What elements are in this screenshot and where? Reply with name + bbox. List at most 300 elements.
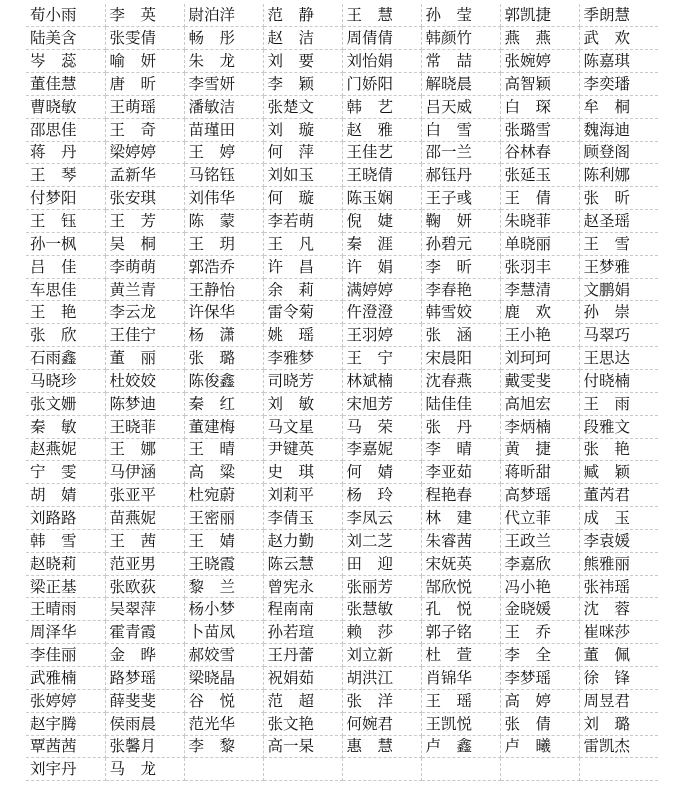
name-cell: 张婉婷 xyxy=(500,50,579,73)
name-cell: 冯小艳 xyxy=(500,575,579,598)
name-cell: 程艳春 xyxy=(421,484,500,507)
name-cell: 何婉君 xyxy=(342,712,421,735)
name-cell: 霍青霞 xyxy=(105,621,184,644)
name-cell: 王子彧 xyxy=(421,187,500,210)
name-cell: 张 璐 xyxy=(184,347,263,370)
table-row xyxy=(26,735,658,758)
name-cell: 张雯倩 xyxy=(105,27,184,50)
table-row xyxy=(26,141,658,164)
name-cell: 秦 红 xyxy=(184,392,263,415)
name-cell: 王静怡 xyxy=(184,278,263,301)
name-cell: 董 佩 xyxy=(579,644,658,667)
name-cell: 郭子铭 xyxy=(421,621,500,644)
name-cell xyxy=(342,758,421,781)
name-cell: 何 婧 xyxy=(342,461,421,484)
name-cell: 李 昕 xyxy=(421,255,500,278)
name-cell: 马 荣 xyxy=(342,415,421,438)
name-cell: 卢 曦 xyxy=(500,735,579,758)
name-cell: 许保华 xyxy=(184,301,263,324)
name-cell: 杜宛蔚 xyxy=(184,484,263,507)
name-cell: 王 芳 xyxy=(105,210,184,233)
name-cell: 王 娜 xyxy=(105,438,184,461)
name-cell: 宋晨阳 xyxy=(421,347,500,370)
table-row xyxy=(26,507,658,530)
table-row xyxy=(26,392,658,415)
name-cell: 牟 桐 xyxy=(579,95,658,118)
table-row xyxy=(26,232,658,255)
name-cell: 卜苗凤 xyxy=(184,621,263,644)
name-cell: 王思达 xyxy=(579,347,658,370)
name-cell: 李嘉妮 xyxy=(342,438,421,461)
name-cell: 韩雪姣 xyxy=(421,301,500,324)
name-cell: 马 龙 xyxy=(105,758,184,781)
name-cell: 车思佳 xyxy=(26,278,105,301)
name-cell: 尹键英 xyxy=(263,438,342,461)
name-cell: 杜姣姣 xyxy=(105,370,184,393)
name-cell: 陈玉娴 xyxy=(342,187,421,210)
name-cell: 李亚茹 xyxy=(421,461,500,484)
name-table xyxy=(26,4,658,781)
name-cell: 王 琴 xyxy=(26,164,105,187)
table-row xyxy=(26,644,658,667)
name-cell: 胡 婧 xyxy=(26,484,105,507)
name-cell: 陈嘉琪 xyxy=(579,50,658,73)
name-cell: 刘立新 xyxy=(342,644,421,667)
name-cell: 刘宇丹 xyxy=(26,758,105,781)
name-cell: 赵力勤 xyxy=(263,529,342,552)
name-cell: 解晓晨 xyxy=(421,73,500,96)
name-cell: 杜 萱 xyxy=(421,644,500,667)
name-cell: 魏海迪 xyxy=(579,118,658,141)
name-cell: 肖锦华 xyxy=(421,666,500,689)
name-cell: 熊雅丽 xyxy=(579,552,658,575)
name-cell: 高 婷 xyxy=(500,689,579,712)
table-row xyxy=(26,529,658,552)
table-row xyxy=(26,552,658,575)
name-cell: 梁晓晶 xyxy=(184,666,263,689)
name-cell: 刘 璐 xyxy=(579,712,658,735)
name-cell: 高智颖 xyxy=(500,73,579,96)
name-cell: 陈 蒙 xyxy=(184,210,263,233)
name-cell: 秦 涯 xyxy=(342,232,421,255)
name-cell: 金晓媛 xyxy=(500,598,579,621)
name-cell: 张婷婷 xyxy=(26,689,105,712)
name-cell: 雷令菊 xyxy=(263,301,342,324)
name-cell: 苗瑾田 xyxy=(184,118,263,141)
name-cell: 张羽丰 xyxy=(500,255,579,278)
name-cell: 胡洪江 xyxy=(342,666,421,689)
name-cell: 侯雨晨 xyxy=(105,712,184,735)
name-cell: 卢 鑫 xyxy=(421,735,500,758)
name-cell: 朱晓菲 xyxy=(500,210,579,233)
name-cell: 孙若瑄 xyxy=(263,621,342,644)
name-cell: 张文姗 xyxy=(26,392,105,415)
name-cell: 王晓倩 xyxy=(342,164,421,187)
name-cell: 李 颖 xyxy=(263,73,342,96)
name-cell: 高旭宏 xyxy=(500,392,579,415)
name-cell: 李嘉欣 xyxy=(500,552,579,575)
name-cell: 王萌瑶 xyxy=(105,95,184,118)
name-cell: 付晓楠 xyxy=(579,370,658,393)
name-cell: 赵燕妮 xyxy=(26,438,105,461)
name-cell xyxy=(421,758,500,781)
name-cell: 杨小梦 xyxy=(184,598,263,621)
name-cell: 郝钰丹 xyxy=(421,164,500,187)
name-cell: 季朗慧 xyxy=(579,4,658,27)
name-cell: 王 奇 xyxy=(105,118,184,141)
name-cell: 王梦雅 xyxy=(579,255,658,278)
name-cell: 荀小雨 xyxy=(26,4,105,27)
name-cell: 司晓芳 xyxy=(263,370,342,393)
name-cell: 常 喆 xyxy=(421,50,500,73)
table-row xyxy=(26,347,658,370)
name-cell: 王佳宁 xyxy=(105,324,184,347)
name-cell: 蒋昕甜 xyxy=(500,461,579,484)
name-cell: 张 洋 xyxy=(342,689,421,712)
name-cell: 孙 崇 xyxy=(579,301,658,324)
name-cell: 张延玉 xyxy=(500,164,579,187)
name-cell: 王羽婷 xyxy=(342,324,421,347)
name-cell: 陆美含 xyxy=(26,27,105,50)
name-cell: 范 超 xyxy=(263,689,342,712)
name-cell: 宋旭芳 xyxy=(342,392,421,415)
name-cell: 沈 蓉 xyxy=(579,598,658,621)
table-row xyxy=(26,415,658,438)
name-cell: 潘敏洁 xyxy=(184,95,263,118)
name-cell: 刘二芝 xyxy=(342,529,421,552)
name-cell: 邵思佳 xyxy=(26,118,105,141)
name-cell: 喻 妍 xyxy=(105,50,184,73)
name-cell: 吕天威 xyxy=(421,95,500,118)
name-cell: 高一杲 xyxy=(263,735,342,758)
table-row xyxy=(26,278,658,301)
name-cell: 谷林春 xyxy=(500,141,579,164)
name-cell: 仵澄澄 xyxy=(342,301,421,324)
name-cell: 赖 莎 xyxy=(342,621,421,644)
name-cell: 代立菲 xyxy=(500,507,579,530)
name-cell: 覃茜茜 xyxy=(26,735,105,758)
name-cell: 张楚文 xyxy=(263,95,342,118)
name-cell: 黄兰青 xyxy=(105,278,184,301)
name-cell: 陈梦迪 xyxy=(105,392,184,415)
name-cell: 孙碧元 xyxy=(421,232,500,255)
name-cell: 王丹蕾 xyxy=(263,644,342,667)
name-cell: 徐 锋 xyxy=(579,666,658,689)
name-cell: 李 晴 xyxy=(421,438,500,461)
name-cell: 段雅文 xyxy=(579,415,658,438)
table-row xyxy=(26,712,658,735)
name-cell: 石雨鑫 xyxy=(26,347,105,370)
name-cell: 范光华 xyxy=(184,712,263,735)
name-cell: 王 晴 xyxy=(184,438,263,461)
name-cell: 顾登阁 xyxy=(579,141,658,164)
name-cell: 张文艳 xyxy=(263,712,342,735)
name-cell: 燕 燕 xyxy=(500,27,579,50)
name-cell: 高梦瑶 xyxy=(500,484,579,507)
name-cell: 王 慧 xyxy=(342,4,421,27)
table-row xyxy=(26,484,658,507)
name-cell: 倪 婕 xyxy=(342,210,421,233)
name-cell xyxy=(579,758,658,781)
name-cell: 陈利娜 xyxy=(579,164,658,187)
name-cell: 王 雪 xyxy=(579,232,658,255)
name-cell: 李春艳 xyxy=(421,278,500,301)
name-cell: 王 倩 xyxy=(500,187,579,210)
table-row xyxy=(26,73,658,96)
name-cell: 陈俊鑫 xyxy=(184,370,263,393)
name-cell xyxy=(184,758,263,781)
name-cell: 林 建 xyxy=(421,507,500,530)
name-cell: 曹晓敏 xyxy=(26,95,105,118)
name-cell: 满婷婷 xyxy=(342,278,421,301)
name-cell: 史 琪 xyxy=(263,461,342,484)
name-cell: 韩颜竹 xyxy=(421,27,500,50)
name-cell: 鹿 欢 xyxy=(500,301,579,324)
name-cell: 郜欣悦 xyxy=(421,575,500,598)
name-cell: 张 欣 xyxy=(26,324,105,347)
name-cell: 王晓菲 xyxy=(105,415,184,438)
name-cell: 刘如玉 xyxy=(263,164,342,187)
table-row xyxy=(26,438,658,461)
name-cell: 刘路路 xyxy=(26,507,105,530)
name-cell: 李 英 xyxy=(105,4,184,27)
name-cell: 路梦瑶 xyxy=(105,666,184,689)
name-cell: 范 静 xyxy=(263,4,342,27)
name-cell: 周昱君 xyxy=(579,689,658,712)
name-cell: 臧 颖 xyxy=(579,461,658,484)
table-row xyxy=(26,210,658,233)
table-row xyxy=(26,187,658,210)
name-cell: 张璐雪 xyxy=(500,118,579,141)
table-row xyxy=(26,689,658,712)
name-cell: 董建梅 xyxy=(184,415,263,438)
name-cell: 韩 雪 xyxy=(26,529,105,552)
name-cell: 张祎瑶 xyxy=(579,575,658,598)
name-cell: 黄 捷 xyxy=(500,438,579,461)
name-cell: 李炳楠 xyxy=(500,415,579,438)
name-cell: 李梦瑶 xyxy=(500,666,579,689)
name-cell: 陆佳佳 xyxy=(421,392,500,415)
name-cell: 韩 艺 xyxy=(342,95,421,118)
name-cell: 范亚男 xyxy=(105,552,184,575)
name-cell: 董芮君 xyxy=(579,484,658,507)
name-cell: 唐 昕 xyxy=(105,73,184,96)
name-cell: 王 玥 xyxy=(184,232,263,255)
name-cell: 孙一枫 xyxy=(26,232,105,255)
name-cell: 程南南 xyxy=(263,598,342,621)
name-cell: 孟新华 xyxy=(105,164,184,187)
name-cell: 张丽芳 xyxy=(342,575,421,598)
name-cell: 赵 雅 xyxy=(342,118,421,141)
table-row xyxy=(26,575,658,598)
table-row xyxy=(26,324,658,347)
name-cell: 张 昕 xyxy=(579,187,658,210)
name-cell: 朱睿茜 xyxy=(421,529,500,552)
name-cell: 薛斐斐 xyxy=(105,689,184,712)
table-row xyxy=(26,370,658,393)
name-cell: 鞠 妍 xyxy=(421,210,500,233)
name-cell: 王 宁 xyxy=(342,347,421,370)
name-cell: 刘怡娟 xyxy=(342,50,421,73)
name-cell: 雷凯杰 xyxy=(579,735,658,758)
name-cell: 姚 瑶 xyxy=(263,324,342,347)
name-cell: 王晴雨 xyxy=(26,598,105,621)
name-cell: 张 艳 xyxy=(579,438,658,461)
name-cell: 张 涵 xyxy=(421,324,500,347)
name-cell: 苗燕妮 xyxy=(105,507,184,530)
name-cell: 李倩玉 xyxy=(263,507,342,530)
name-cell: 王 凡 xyxy=(263,232,342,255)
name-cell: 武 欢 xyxy=(579,27,658,50)
name-cell: 张亚平 xyxy=(105,484,184,507)
name-cell: 何 萍 xyxy=(263,141,342,164)
name-cell: 沈春燕 xyxy=(421,370,500,393)
name-cell: 马晓珍 xyxy=(26,370,105,393)
name-cell: 门娇阳 xyxy=(342,73,421,96)
name-cell: 吴 桐 xyxy=(105,232,184,255)
name-cell: 赵圣瑶 xyxy=(579,210,658,233)
name-cell: 郝姣雪 xyxy=(184,644,263,667)
name-cell: 王 茜 xyxy=(105,529,184,552)
name-cell: 王佳艺 xyxy=(342,141,421,164)
name-cell: 黎 兰 xyxy=(184,575,263,598)
name-cell: 宁 雯 xyxy=(26,461,105,484)
name-cell: 王密丽 xyxy=(184,507,263,530)
name-cell: 张 倩 xyxy=(500,712,579,735)
name-cell: 高 粱 xyxy=(184,461,263,484)
name-cell: 赵 洁 xyxy=(263,27,342,50)
name-cell: 赵晓莉 xyxy=(26,552,105,575)
name-cell: 郭浩乔 xyxy=(184,255,263,278)
name-cell: 白 琛 xyxy=(500,95,579,118)
name-cell: 单晓丽 xyxy=(500,232,579,255)
name-cell xyxy=(500,758,579,781)
name-cell: 谷 悦 xyxy=(184,689,263,712)
name-cell: 田 迎 xyxy=(342,552,421,575)
name-cell: 周泽华 xyxy=(26,621,105,644)
table-row xyxy=(26,164,658,187)
name-cell: 邵一兰 xyxy=(421,141,500,164)
name-cell: 李若萌 xyxy=(263,210,342,233)
name-cell xyxy=(263,758,342,781)
name-cell: 刘珂珂 xyxy=(500,347,579,370)
name-cell: 李袁媛 xyxy=(579,529,658,552)
name-cell: 刘伟华 xyxy=(184,187,263,210)
name-cell: 付梦阳 xyxy=(26,187,105,210)
name-cell: 成 玉 xyxy=(579,507,658,530)
name-cell: 武雅楠 xyxy=(26,666,105,689)
name-cell: 刘 要 xyxy=(263,50,342,73)
name-cell: 孔 悦 xyxy=(421,598,500,621)
name-cell: 刘 璇 xyxy=(263,118,342,141)
name-cell: 刘 敏 xyxy=(263,392,342,415)
table-row xyxy=(26,4,658,27)
name-cell: 陈云慧 xyxy=(263,552,342,575)
name-cell: 孙 莹 xyxy=(421,4,500,27)
table-row xyxy=(26,666,658,689)
name-cell: 刘莉平 xyxy=(263,484,342,507)
name-cell: 尉泊洋 xyxy=(184,4,263,27)
table-row xyxy=(26,758,658,781)
name-cell: 张 丹 xyxy=(421,415,500,438)
name-cell: 畅 彤 xyxy=(184,27,263,50)
name-cell: 白 雪 xyxy=(421,118,500,141)
name-cell: 李雪妍 xyxy=(184,73,263,96)
name-cell: 赵宇腾 xyxy=(26,712,105,735)
name-cell: 秦 敏 xyxy=(26,415,105,438)
name-cell: 许 昌 xyxy=(263,255,342,278)
name-cell: 李奕璠 xyxy=(579,73,658,96)
name-cell: 张馨月 xyxy=(105,735,184,758)
name-cell: 李 黎 xyxy=(184,735,263,758)
name-cell: 吴翠萍 xyxy=(105,598,184,621)
name-cell: 王 瑶 xyxy=(421,689,500,712)
name-cell: 惠 慧 xyxy=(342,735,421,758)
name-cell: 梁正基 xyxy=(26,575,105,598)
name-cell: 吕 佳 xyxy=(26,255,105,278)
name-cell: 王 婷 xyxy=(184,141,263,164)
table-row xyxy=(26,95,658,118)
name-cell: 李云龙 xyxy=(105,301,184,324)
name-cell: 王小艳 xyxy=(500,324,579,347)
name-cell: 李佳丽 xyxy=(26,644,105,667)
table-row xyxy=(26,461,658,484)
name-cell: 王晓霞 xyxy=(184,552,263,575)
name-cell: 许 娟 xyxy=(342,255,421,278)
name-cell: 宋妩英 xyxy=(421,552,500,575)
name-cell: 杨 潇 xyxy=(184,324,263,347)
name-cell: 马翠巧 xyxy=(579,324,658,347)
name-list-page xyxy=(26,4,658,781)
name-cell: 何 璇 xyxy=(263,187,342,210)
name-cell: 梁婷婷 xyxy=(105,141,184,164)
table-row xyxy=(26,255,658,278)
name-cell: 王 婧 xyxy=(184,529,263,552)
name-cell: 马文星 xyxy=(263,415,342,438)
name-cell: 张安琪 xyxy=(105,187,184,210)
name-cell: 蒋 丹 xyxy=(26,141,105,164)
name-cell: 周倩倩 xyxy=(342,27,421,50)
name-table-body xyxy=(26,4,658,781)
name-cell: 王 乔 xyxy=(500,621,579,644)
name-cell: 董佳慧 xyxy=(26,73,105,96)
name-cell: 文鹏娟 xyxy=(579,278,658,301)
table-row xyxy=(26,50,658,73)
name-cell: 王政兰 xyxy=(500,529,579,552)
name-cell: 张欧荻 xyxy=(105,575,184,598)
name-cell: 朱 龙 xyxy=(184,50,263,73)
name-cell: 董 丽 xyxy=(105,347,184,370)
name-cell: 李慧清 xyxy=(500,278,579,301)
name-cell: 王 钰 xyxy=(26,210,105,233)
name-cell: 余 莉 xyxy=(263,278,342,301)
name-cell: 王 雨 xyxy=(579,392,658,415)
name-cell: 李 全 xyxy=(500,644,579,667)
name-cell: 曾宪永 xyxy=(263,575,342,598)
name-cell: 金 晔 xyxy=(105,644,184,667)
table-row xyxy=(26,27,658,50)
name-cell: 马伊涵 xyxy=(105,461,184,484)
table-row xyxy=(26,621,658,644)
name-cell: 林斌楠 xyxy=(342,370,421,393)
name-cell: 戴雯斐 xyxy=(500,370,579,393)
table-row xyxy=(26,301,658,324)
name-cell: 李凤云 xyxy=(342,507,421,530)
name-cell: 郭凯捷 xyxy=(500,4,579,27)
name-cell: 马铭钰 xyxy=(184,164,263,187)
name-cell: 崔咪莎 xyxy=(579,621,658,644)
name-cell: 杨 玲 xyxy=(342,484,421,507)
